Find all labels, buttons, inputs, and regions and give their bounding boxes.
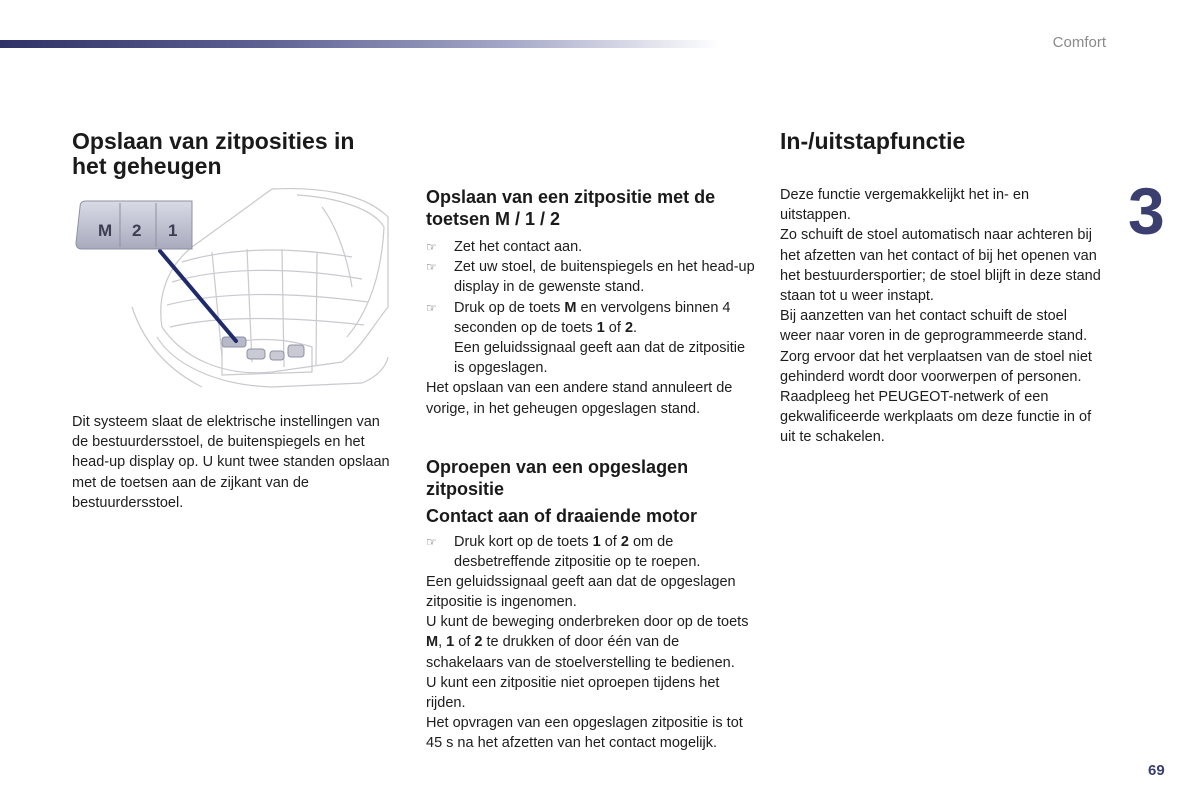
button-1-label: 1 — [168, 221, 178, 240]
recall-para-2: U kunt de beweging onderbreken door op de toets M, 1 of 2 te drukken of door één van de schakelaars van de stoelverstelling te bedienen. — [426, 614, 749, 671]
recall-title: Oproepen van een opgeslagen zitpositie — [426, 457, 689, 499]
store-step-3: ☞ Druk op de toets M en vervolgens binnen 4 seconden op de toets 1 of 2. Een geluidssignaal geeft aan dat de zitpositie is opgeslagen. — [426, 299, 746, 377]
entry-exit-text — [780, 185, 1102, 448]
store-step-2: ☞ Zet uw stoel, de buitenspiegels en het head-up display in de gewenste stand. — [426, 259, 755, 296]
pointing-hand-icon: ☞ — [426, 535, 437, 549]
entry-exit-para-4: Zorg ervoor dat het verplaatsen van de stoel niet gehinderd wordt door voorwerpen of personen. — [780, 348, 1092, 385]
recall-para-3: U kunt een zitpositie niet oproepen tijdens het rijden. — [426, 674, 720, 711]
memory-title: Opslaan van zitposities in het geheugen — [72, 128, 355, 179]
pointing-hand-icon: ☞ — [426, 240, 437, 254]
recall-para-1: Een geluidssignaal geeft aan dat de opgeslagen zitpositie is ingenomen. — [426, 574, 736, 611]
entry-exit-para-2: Zo schuift de stoel automatisch naar achteren bij het afzetten van het contact of bij het openen van het bestuurdersportier; de stoel blijft in deze stand staan tot u weer instapt. — [780, 227, 1101, 305]
store-step-1: ☞ Zet het contact aan. — [426, 237, 756, 257]
section-label: Comfort — [1052, 34, 1106, 51]
store-note: Het opslaan van een andere stand annuleert de vorige, in het geheugen opgeslagen stand. — [426, 380, 733, 417]
memory-intro-text: Dit systeem slaat de elektrische instellingen van de bestuurdersstoel, de buitenspiegels en het head-up display op. U kunt twee standen opslaan met de toetsen aan de zijkant van de bestuurdersstoel. — [72, 414, 390, 511]
header-gradient-bar — [0, 40, 720, 48]
recall-subtitle: Contact aan of draaiende motor — [426, 506, 698, 526]
button-m-label: M — [98, 221, 113, 240]
entry-exit-para-1: Deze functie vergemakkelijkt het in- en uitstappen. — [780, 187, 1030, 224]
recall-step: ☞ Druk kort op de toets 1 of 2 om de desbetreffende zitpositie op te roepen. — [426, 534, 701, 571]
pointing-hand-icon: ☞ — [426, 260, 437, 275]
store-title: Opslaan van een zitpositie met de toetsen M / 1 / 2 — [426, 187, 716, 229]
recall-para-4: Het opvragen van een opgeslagen zitpositie is tot 45 s na het afzetten van het contact mogelijk. — [426, 714, 743, 751]
recall-instructions — [426, 532, 756, 753]
store-instructions — [426, 237, 756, 419]
memory-intro — [72, 412, 392, 513]
entry-exit-title: In-/uitstapfunctie — [780, 128, 966, 154]
seat-illustration-graphic — [72, 187, 390, 395]
button-2-label: 2 — [132, 221, 142, 240]
entry-exit-para-3: Bij aanzetten van het contact schuift de stoel weer naar voren in de geprogrammeerde stand. — [780, 308, 1088, 345]
entry-exit-para-5: Raadpleeg het PEUGEOT-netwerk of een gekwalificeerde werkplaats om deze functie in of uit te schakelen. — [780, 389, 1092, 446]
page-number: 69 — [1148, 762, 1165, 779]
pointing-hand-icon: ☞ — [426, 300, 437, 315]
chapter-number: 3 — [1128, 174, 1165, 248]
seat-memory-illustration — [72, 187, 390, 395]
